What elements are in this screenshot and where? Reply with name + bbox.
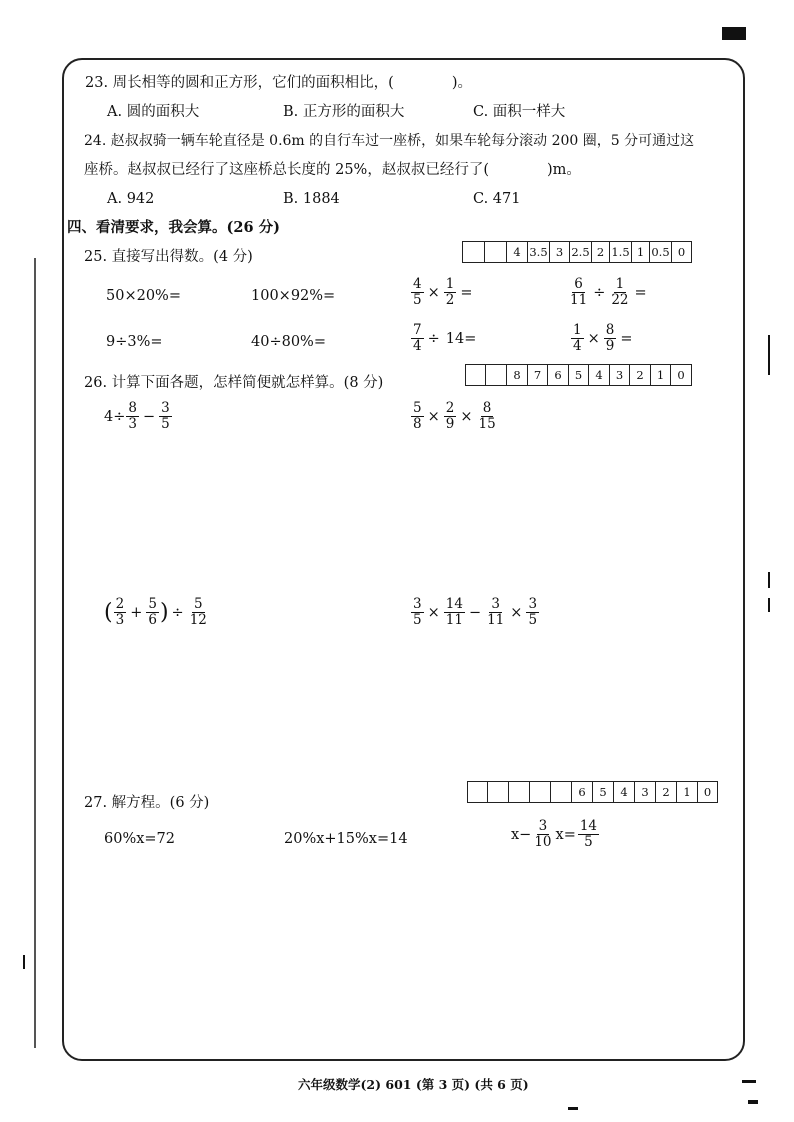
score-cell: 5 bbox=[593, 782, 614, 802]
score-cell bbox=[466, 365, 486, 385]
fraction: $\frac{3}{10}$ bbox=[534, 818, 552, 850]
score-cell: 0 bbox=[677, 245, 686, 259]
page-frame bbox=[62, 58, 745, 1061]
score-cell bbox=[488, 782, 509, 802]
fraction: $\frac{1}{2}$ bbox=[445, 276, 455, 308]
q25-item-g: $\frac{7}{4}$ ÷ 14= bbox=[413, 322, 477, 354]
q25-item-a: 50×20%= bbox=[106, 288, 181, 304]
q27-equation-1: 60%x=72 bbox=[104, 831, 176, 847]
fraction: $\frac{3}{5}$ bbox=[528, 596, 538, 628]
score-cell: 4 bbox=[589, 365, 610, 385]
q25-title: 25. 直接写出得数。(4 分) bbox=[84, 249, 253, 265]
fraction: $\frac{5}{6}$ bbox=[148, 596, 157, 628]
score-cell: 5 bbox=[569, 365, 589, 385]
q25-item-h: $\frac{1}{4}$ × $\frac{8}{9}$ = bbox=[573, 322, 633, 354]
q26-title: 26. 计算下面各题，怎样简便就怎样算。(8 分) bbox=[84, 375, 384, 391]
score-cell: 6 bbox=[572, 782, 593, 802]
score-cell: 3.5 bbox=[528, 242, 550, 262]
q26-problem-4: $\frac{3}{5}$ × $\frac{14}{11}$ − $\frac{3}{11}$ × $\frac{3}{5}$ bbox=[413, 596, 538, 628]
score-cell: 2 bbox=[656, 782, 677, 802]
q25-item-b: 100×92%= bbox=[251, 288, 336, 304]
score-cell bbox=[509, 782, 530, 802]
q23-option-c: C. 面积一样大 bbox=[473, 104, 566, 120]
score-cell: 3 bbox=[610, 365, 630, 385]
q26-problem-2: $\frac{5}{8}$ × $\frac{2}{9}$ × $\frac{8}{15}$ bbox=[413, 400, 496, 432]
fraction: $\frac{1}{22}$ bbox=[611, 276, 629, 308]
score-cell bbox=[551, 782, 572, 802]
q23-option-b: B. 正方形的面积大 bbox=[283, 104, 405, 120]
fraction: $\frac{14}{11}$ bbox=[445, 596, 463, 628]
q26-problem-1: 4÷ $\frac{8}{3}$ − $\frac{3}{5}$ bbox=[104, 400, 170, 432]
score-cell: 0 bbox=[677, 368, 685, 382]
score-cell: 3 bbox=[550, 242, 570, 262]
q23-stem: 23. 周长相等的圆和正方形，它们的面积相比，( )。 bbox=[85, 75, 472, 91]
scan-mark bbox=[768, 598, 770, 612]
score-cell: 4 bbox=[614, 782, 635, 802]
score-cell: 2 bbox=[592, 242, 610, 262]
fraction: $\frac{3}{5}$ bbox=[413, 596, 422, 628]
score-cell: 1 bbox=[632, 242, 650, 262]
score-cell bbox=[530, 782, 551, 802]
q24-option-b: B. 1884 bbox=[283, 191, 340, 207]
scan-mark bbox=[568, 1107, 578, 1110]
score-cell: 2.5 bbox=[570, 242, 592, 262]
score-cell: 1 bbox=[651, 365, 671, 385]
scan-mark bbox=[742, 1080, 756, 1083]
score-cell: 8 bbox=[507, 365, 528, 385]
fraction: $\frac{1}{4}$ bbox=[573, 322, 582, 354]
fraction: $\frac{2}{9}$ bbox=[445, 400, 455, 432]
scan-mark bbox=[34, 258, 36, 1048]
corner-mark bbox=[722, 27, 746, 40]
score-cell: 6 bbox=[548, 365, 569, 385]
fraction: $\frac{8}{9}$ bbox=[605, 322, 615, 354]
fraction: $\frac{6}{11}$ bbox=[570, 276, 588, 308]
score-cell: 7 bbox=[528, 365, 548, 385]
q24-stem-line1: 24. 赵叔叔骑一辆车轮直径是 0.6m 的自行车过一座桥，如果车轮每分滚动 200 圈，5 分可通过这 bbox=[84, 133, 695, 149]
fraction: $\frac{3}{11}$ bbox=[487, 596, 505, 628]
q27-equation-3: x− $\frac{3}{10}$ x= $\frac{14}{5}$ bbox=[511, 818, 598, 850]
q24-option-c: C. 471 bbox=[473, 191, 521, 207]
fraction: $\frac{8}{15}$ bbox=[478, 400, 496, 432]
fraction: $\frac{3}{5}$ bbox=[161, 400, 170, 432]
q25-item-d: $\frac{6}{11}$ ÷ $\frac{1}{22}$ = bbox=[570, 276, 647, 308]
section-title: 四、看清要求，我会算。(26 分) bbox=[67, 219, 280, 236]
q27-equation-2: 20%x+15%x=14 bbox=[284, 831, 408, 847]
fraction: $\frac{4}{5}$ bbox=[413, 276, 422, 308]
fraction: $\frac{7}{4}$ bbox=[413, 322, 422, 354]
score-cell bbox=[463, 242, 485, 262]
score-cell: 0.5 bbox=[650, 242, 672, 262]
score-cell bbox=[486, 365, 507, 385]
score-cell: 2 bbox=[630, 365, 651, 385]
scan-mark bbox=[23, 955, 25, 969]
q27-title: 27. 解方程。(6 分) bbox=[84, 795, 210, 811]
q24-option-a: A. 942 bbox=[107, 191, 155, 207]
q27-score-box bbox=[467, 781, 718, 803]
q26-problem-3: ( $\frac{2}{3}$ + $\frac{5}{6}$ ) ÷ $\frac{5}{12}$ bbox=[104, 596, 207, 628]
page-footer: 六年级数学(2) 601 (第 3 页) (共 6 页) bbox=[298, 1077, 529, 1092]
q23-option-a: A. 圆的面积大 bbox=[107, 104, 200, 120]
q26-score-box bbox=[465, 364, 692, 386]
scan-mark bbox=[768, 335, 770, 375]
score-cell: 4 bbox=[507, 242, 528, 262]
q24-stem-line2: 座桥。赵叔叔已经行了这座桥总长度的 25%，赵叔叔已经行了( )m。 bbox=[84, 162, 581, 178]
q25-item-c: $\frac{4}{5}$ × $\frac{1}{2}$ = bbox=[413, 276, 473, 308]
score-cell: 3 bbox=[635, 782, 656, 802]
scan-mark bbox=[768, 572, 770, 588]
fraction: $\frac{8}{3}$ bbox=[128, 400, 137, 432]
q25-item-f: 40÷80%= bbox=[251, 334, 326, 350]
score-cell: 0 bbox=[703, 785, 712, 799]
fraction: $\frac{5}{12}$ bbox=[189, 596, 207, 628]
score-cell: 1.5 bbox=[610, 242, 632, 262]
q25-score-box bbox=[462, 241, 692, 263]
score-cell: 1 bbox=[677, 782, 698, 802]
fraction: $\frac{14}{5}$ bbox=[579, 818, 598, 850]
fraction: $\frac{5}{8}$ bbox=[413, 400, 422, 432]
fraction: $\frac{2}{3}$ bbox=[115, 596, 125, 628]
q25-item-e: 9÷3%= bbox=[106, 334, 163, 350]
score-cell bbox=[485, 242, 507, 262]
scan-mark bbox=[748, 1100, 758, 1104]
score-cell bbox=[468, 782, 488, 802]
